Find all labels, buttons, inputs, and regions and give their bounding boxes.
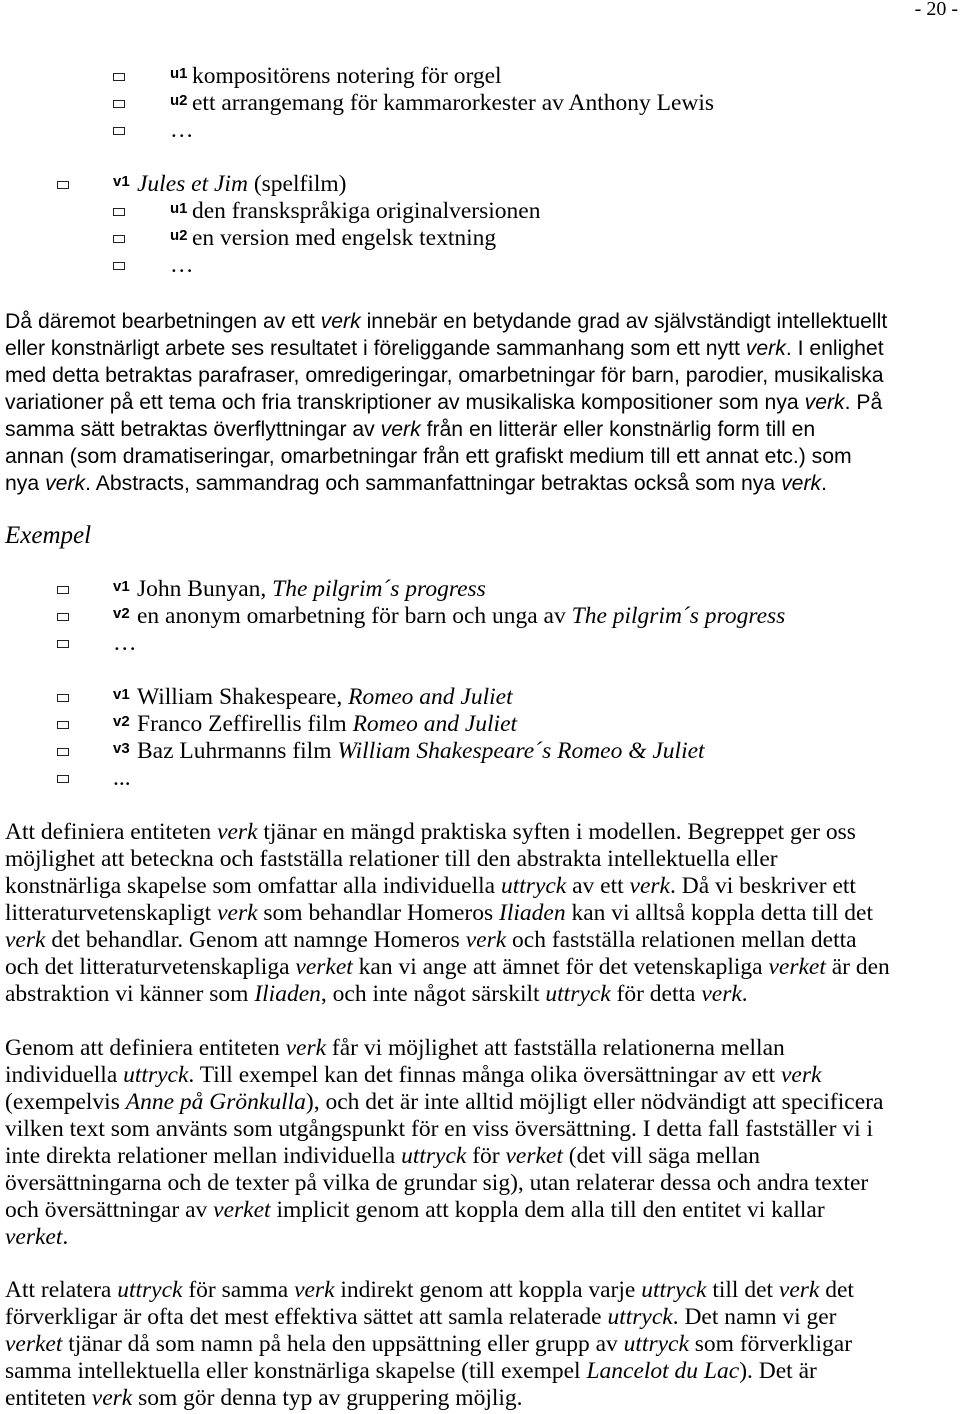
- ellipsis: …: [170, 252, 194, 278]
- text-run: variationer på ett tema och fria transkriptioner av musikaliska kompositioner som nya: [5, 391, 805, 414]
- text-run: Då däremot bearbetningen av ett: [5, 310, 321, 333]
- bullet-icon: [57, 694, 69, 702]
- text-run: till det: [706, 1277, 779, 1303]
- bullet-icon: [57, 613, 69, 621]
- list-item-text: [137, 684, 513, 711]
- italic-term: verk: [804, 391, 845, 414]
- text-run: Baz Luhrmanns film: [137, 738, 338, 764]
- paragraph-line: [5, 900, 890, 927]
- italic-term: Romeo and Juliet: [348, 684, 513, 710]
- text-run: ), och det är inte alltid möjligt eller nödvändigt att specificera: [305, 1089, 884, 1115]
- paragraph-line: [5, 470, 887, 497]
- text-run: förverkligar är ofta det mest effektiva sättet att samla relaterade: [5, 1304, 608, 1330]
- text-run: det: [819, 1277, 854, 1303]
- list-item-text: [192, 198, 540, 225]
- example-list: [0, 576, 960, 657]
- text-run: . Till exempel kan det finnas många olika översättningar av ett: [188, 1062, 781, 1088]
- text-run: . Det namn vi ger: [672, 1304, 837, 1330]
- text-run: vilken text som använts som utgångspunkt för en viss översättning. I detta fall fastställer vi i: [5, 1116, 874, 1142]
- paragraph-line: [5, 819, 890, 846]
- text-run: nya: [5, 472, 46, 495]
- text-run: eller konstnärligt arbete ses resultatet i föreliggande sammanhang som ett nytt: [5, 337, 746, 360]
- italic-term: Anne på Grönkulla: [125, 1089, 306, 1115]
- paragraph-line: [5, 389, 887, 416]
- text-run: (det vill säga mellan: [562, 1143, 760, 1169]
- italic-term: verk: [320, 310, 361, 333]
- text-run: tjänar då som namn på hela den uppsättning eller grupp av: [62, 1331, 624, 1357]
- paragraph-line: [5, 954, 890, 981]
- text-run: Genom att definiera entiteten: [5, 1035, 286, 1061]
- entity-label: u1: [170, 200, 188, 217]
- italic-term: verk: [45, 472, 86, 495]
- paragraph-line: [5, 1197, 883, 1224]
- list-item: [0, 117, 960, 144]
- text-run: .: [821, 472, 827, 495]
- italic-term: uttryck: [117, 1277, 183, 1303]
- list-item: [0, 711, 960, 738]
- paragraph-line: [5, 1116, 883, 1143]
- text-run: Att definiera entiteten: [5, 819, 218, 845]
- entity-label: u2: [170, 227, 188, 244]
- text-run: från en litterär eller konstnärlig form till en: [420, 418, 816, 441]
- paragraph-line: [5, 335, 887, 362]
- text-run: indirekt genom att koppla varje: [334, 1277, 642, 1303]
- bullet-icon: [57, 640, 69, 648]
- italic-term: uttryck: [123, 1062, 189, 1088]
- text-run: inte direkta relationer mellan individuella: [5, 1143, 402, 1169]
- text-run: kan vi alltså koppla detta till det: [565, 900, 873, 926]
- text-run: .: [62, 1224, 69, 1250]
- paragraph-line: [5, 1331, 854, 1358]
- paragraph-line: [5, 416, 887, 443]
- list-item-text: [137, 711, 517, 738]
- bullet-icon: [57, 748, 69, 756]
- text-run: Franco Zeffirellis film: [137, 711, 353, 737]
- list-item-text: [137, 171, 346, 198]
- italic-term: verk: [780, 1062, 822, 1088]
- italic-term: The pilgrim´s progress: [272, 576, 486, 602]
- bullet-icon: [113, 208, 125, 216]
- paragraph-line: [5, 1089, 883, 1116]
- list-item-text: [137, 738, 705, 765]
- text-run: möjlighet att beteckna och fastställa relationer till den abstrakta intellektuella eller: [5, 846, 778, 872]
- bullet-icon: [57, 181, 69, 189]
- ellipsis: …: [113, 630, 137, 656]
- list-item: [0, 765, 960, 792]
- paragraph-line: [5, 1385, 854, 1412]
- italic-term: verk: [294, 1277, 335, 1303]
- list-item-text: [192, 225, 496, 252]
- text-run: kompositörens notering för orgel: [192, 63, 502, 89]
- italic-term: verk: [701, 981, 742, 1007]
- paragraph-line: [5, 1224, 883, 1251]
- italic-term: Jules et Jim: [137, 171, 248, 197]
- bullet-icon: [113, 127, 125, 135]
- work-list-film: [0, 171, 960, 279]
- italic-term: verk: [217, 819, 258, 845]
- text-run: och fastställa relationen mellan detta: [506, 927, 857, 953]
- text-run: av ett: [566, 873, 630, 899]
- text-run: översättningarna och de texter på vilka de grundar sig), utan relaterar dessa och andra texter: [5, 1170, 869, 1196]
- bullet-icon: [113, 262, 125, 270]
- paragraph-line: [5, 846, 890, 873]
- italic-term: verk: [285, 1035, 327, 1061]
- section-heading: Exempel: [5, 522, 92, 549]
- list-item: [0, 738, 960, 765]
- entity-label: u2: [170, 92, 188, 109]
- ellipsis: ...: [113, 765, 131, 791]
- text-run: William Shakespeare,: [137, 684, 349, 710]
- italic-term: verk: [781, 472, 822, 495]
- paragraph-line: [5, 1062, 883, 1089]
- bullet-icon: [57, 775, 69, 783]
- page-number: - 20 -: [914, 0, 958, 20]
- entity-label: v1: [113, 173, 130, 190]
- list-item: [0, 171, 960, 198]
- text-run: och översättningar av: [5, 1197, 214, 1223]
- paragraph-line: [5, 1304, 854, 1331]
- italic-term: uttryck: [623, 1331, 689, 1357]
- italic-term: verket: [295, 954, 353, 980]
- text-run: ett arrangemang för kammarorkester av Anthony Lewis: [192, 90, 715, 116]
- list-item: [0, 252, 960, 279]
- body-paragraph: [5, 1035, 883, 1251]
- italic-term: Iliaden: [499, 900, 566, 926]
- text-run: kan vi ange att ämnet för det vetenskapliga: [352, 954, 769, 980]
- text-run: (spelfilm): [247, 171, 347, 197]
- italic-term: verk: [745, 337, 786, 360]
- paragraph-line: [5, 1143, 883, 1170]
- list-item: [0, 198, 960, 225]
- text-run: (exempelvis: [5, 1089, 126, 1115]
- paragraph-line: [5, 443, 887, 470]
- italic-term: uttryck: [545, 981, 611, 1007]
- italic-term: verket: [5, 1331, 63, 1357]
- paragraph-line: [5, 1277, 854, 1304]
- text-run: .: [741, 981, 748, 1007]
- italic-term: verket: [5, 1224, 63, 1250]
- text-run: litteraturvetenskapligt: [5, 900, 218, 926]
- list-item-text: [137, 576, 486, 603]
- list-item: [0, 603, 960, 630]
- text-run: ). Det är: [739, 1358, 817, 1384]
- text-run: annan (som dramatiseringar, omarbetningar från ett grafiskt medium till ett annat etc.) som: [5, 445, 852, 468]
- text-run: , och inte något särskilt: [320, 981, 546, 1007]
- italic-term: verk: [465, 927, 507, 953]
- paragraph-line: [5, 1170, 883, 1197]
- list-item: [0, 225, 960, 252]
- list-item: [0, 630, 960, 657]
- paragraph-line: [5, 1035, 883, 1062]
- text-run: . Abstracts, sammandrag och sammanfattningar betraktas också som nya: [85, 472, 782, 495]
- text-run: det behandlar. Genom att namnge Homeros: [45, 927, 466, 953]
- paragraph-line: [5, 308, 887, 335]
- text-run: konstnärliga skapelse som omfattar alla individuella: [5, 873, 501, 899]
- body-paragraph: [5, 819, 890, 1008]
- entity-label: v3: [113, 740, 130, 757]
- text-run: implicit genom att koppla dem alla till den entitet vi kallar: [270, 1197, 825, 1223]
- paragraph-line: [5, 362, 887, 389]
- italic-term: The pilgrim´s progress: [571, 603, 786, 629]
- italic-term: verk: [5, 927, 46, 953]
- bullet-icon: [113, 100, 125, 108]
- text-run: som behandlar Homeros: [257, 900, 500, 926]
- italic-term: verk: [91, 1385, 133, 1411]
- list-item: [0, 90, 960, 117]
- text-run: som gör denna typ av gruppering möjlig.: [132, 1385, 523, 1411]
- italic-term: verket: [213, 1197, 271, 1223]
- italic-term: verket: [505, 1143, 563, 1169]
- text-run: en anonym omarbetning för barn och unga av: [137, 603, 572, 629]
- italic-term: Lancelot du Lac: [586, 1358, 740, 1384]
- list-item: [0, 576, 960, 603]
- paragraph-line: [5, 873, 890, 900]
- italic-term: uttryck: [500, 873, 567, 899]
- text-run: . Då vi beskriver ett: [669, 873, 856, 899]
- text-run: Att relatera: [5, 1277, 118, 1303]
- text-run: entiteten: [5, 1385, 92, 1411]
- italic-term: William Shakespeare´s Romeo & Juliet: [337, 738, 705, 764]
- body-paragraph: [5, 1277, 854, 1412]
- text-run: och det litteraturvetenskapliga: [5, 954, 296, 980]
- italic-term: uttryck: [607, 1304, 673, 1330]
- text-run: som förverkligar: [688, 1331, 853, 1357]
- entity-label: v1: [113, 578, 130, 595]
- paragraph-line: [5, 1358, 854, 1385]
- paragraph-line: [5, 927, 890, 954]
- list-item-text: [137, 603, 785, 630]
- text-run: John Bunyan,: [137, 576, 273, 602]
- list-item-text: [192, 63, 502, 90]
- text-run: för samma: [182, 1277, 295, 1303]
- bullet-icon: [57, 586, 69, 594]
- italic-term: verk: [629, 873, 670, 899]
- italic-term: verket: [768, 954, 826, 980]
- italic-term: verk: [778, 1277, 820, 1303]
- italic-term: uttryck: [401, 1143, 467, 1169]
- entity-label: u1: [170, 65, 188, 82]
- text-run: samma intellektuella eller konstnärliga skapelse (till exempel: [5, 1358, 587, 1384]
- list-item-text: [192, 90, 714, 117]
- bullet-icon: [57, 721, 69, 729]
- italic-term: Iliaden: [254, 981, 321, 1007]
- text-run: abstraktion vi känner som: [5, 981, 255, 1007]
- text-run: tjänar en mängd praktiska syften i modellen. Begreppet ger oss: [257, 819, 856, 845]
- paragraph-line: [5, 981, 890, 1008]
- text-run: den franskspråkiga originalversionen: [192, 198, 541, 224]
- text-run: med detta betraktas parafraser, omredigeringar, omarbetningar för barn, parodier, musikaliska: [5, 364, 884, 387]
- italic-term: Romeo and Juliet: [352, 711, 518, 737]
- text-run: får vi möjlighet att fastställa relationerna mellan: [326, 1035, 785, 1061]
- list-item: [0, 63, 960, 90]
- bullet-icon: [113, 235, 125, 243]
- expression-list: [0, 63, 960, 144]
- ellipsis: …: [170, 117, 194, 143]
- list-item: [0, 684, 960, 711]
- example-list: [0, 684, 960, 792]
- text-run: samma sätt betraktas överflyttningar av: [5, 418, 381, 441]
- entity-label: v1: [113, 686, 130, 703]
- entity-label: v2: [113, 713, 130, 730]
- text-run: för detta: [610, 981, 702, 1007]
- text-run: är den: [825, 954, 890, 980]
- text-run: . I enlighet: [785, 337, 884, 360]
- body-paragraph: [5, 308, 887, 497]
- text-run: . På: [844, 391, 883, 414]
- text-run: en version med engelsk textning: [192, 225, 497, 251]
- text-run: innebär en betydande grad av självständigt intellektuellt: [360, 310, 888, 333]
- text-run: för: [466, 1143, 506, 1169]
- italic-term: verk: [217, 900, 258, 926]
- bullet-icon: [113, 73, 125, 81]
- italic-term: verk: [380, 418, 421, 441]
- text-run: individuella: [5, 1062, 124, 1088]
- entity-label: v2: [113, 605, 130, 622]
- italic-term: uttryck: [641, 1277, 707, 1303]
